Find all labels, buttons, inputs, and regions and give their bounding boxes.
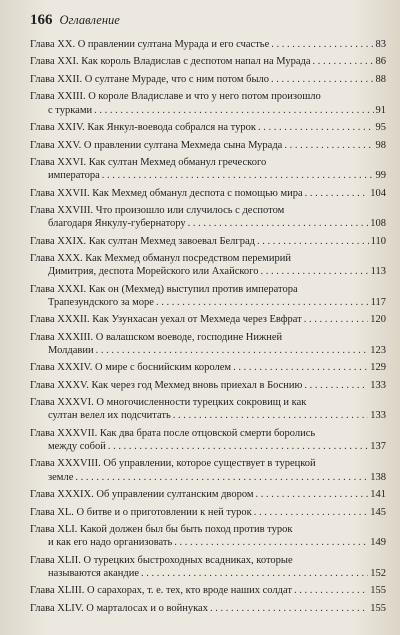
toc-entry bbox=[30, 90, 386, 116]
dot-leader bbox=[256, 488, 369, 501]
toc-entry bbox=[30, 139, 386, 152]
toc-entry bbox=[30, 73, 386, 86]
dot-leader bbox=[284, 139, 373, 152]
entry-page-number: 155 bbox=[370, 602, 386, 614]
dot-leader bbox=[156, 296, 369, 309]
entry-page-number: 152 bbox=[370, 567, 386, 579]
entry-page-number: 133 bbox=[370, 410, 386, 422]
toc-entry bbox=[30, 235, 386, 248]
toc-entry bbox=[30, 457, 386, 483]
entry-page-number: 117 bbox=[370, 296, 386, 308]
entry-title-continuation: Трапезундского за море bbox=[48, 296, 154, 308]
entry-title: Глава XXX. Как Мехмед обманул посредством перемирий bbox=[30, 253, 291, 265]
toc-entry bbox=[30, 584, 386, 597]
dot-leader bbox=[305, 187, 369, 200]
entry-title: Глава XXI. Как король Владислав с деспотом напал на Мурада bbox=[30, 56, 311, 68]
toc-entry bbox=[30, 55, 386, 68]
entry-title-continuation: султан велел их подсчитать bbox=[48, 410, 171, 422]
entry-page-number: 104 bbox=[370, 187, 386, 199]
toc-entry bbox=[30, 331, 386, 357]
dot-leader bbox=[254, 506, 369, 519]
entry-title: Глава XXXIV. О мире с боснийским королем bbox=[30, 362, 232, 374]
dot-leader bbox=[210, 602, 368, 615]
entry-page-number: 138 bbox=[370, 471, 386, 483]
dot-leader bbox=[258, 121, 374, 134]
entry-page-number: 91 bbox=[375, 104, 386, 116]
dot-leader bbox=[108, 440, 368, 453]
entry-title: Глава XX. О правлении султана Мурада и его счастье bbox=[30, 39, 270, 50]
dot-leader bbox=[188, 217, 369, 230]
entry-title-continuation: Димитрия, деспота Морейского или Ахайского bbox=[48, 266, 259, 278]
dot-leader bbox=[294, 584, 368, 597]
toc-entry bbox=[30, 396, 386, 422]
dot-leader bbox=[141, 567, 368, 580]
toc-entry bbox=[30, 313, 386, 326]
entry-page-number: 123 bbox=[370, 344, 386, 356]
entry-title: Глава XXXIX. Об управлении султанским двором bbox=[30, 489, 254, 501]
toc-entry bbox=[30, 252, 386, 278]
dot-leader bbox=[96, 344, 369, 357]
entry-title: Глава XLI. Какой должен был бы быть поход против турок bbox=[30, 524, 293, 536]
entry-page-number: 83 bbox=[375, 39, 386, 50]
entry-title: Глава XXXV. Как через год Мехмед вновь приехал в Боснию bbox=[30, 379, 303, 391]
toc-entry bbox=[30, 379, 386, 392]
entry-title-continuation: между собой bbox=[48, 440, 106, 452]
toc-entry bbox=[30, 427, 386, 453]
entry-title-continuation: благодаря Янкулу-губернатору bbox=[48, 218, 186, 230]
entry-page-number: 149 bbox=[370, 537, 386, 549]
entry-page-number: 129 bbox=[370, 362, 386, 374]
entry-title: Глава XXXVII. Как два брата после отцовской смерти боролись bbox=[30, 427, 316, 439]
entry-page-number: 110 bbox=[370, 235, 386, 247]
entry-title: Глава XXXVI. О многочисленности турецких сокровищ и как bbox=[30, 397, 307, 409]
entry-page-number: 99 bbox=[375, 170, 386, 182]
entry-page-number: 155 bbox=[370, 585, 386, 597]
dot-leader bbox=[304, 313, 368, 326]
entry-title-continuation: называются акандие bbox=[48, 567, 140, 579]
toc-entry bbox=[30, 523, 386, 549]
toc-entry bbox=[30, 121, 386, 134]
entry-title: Глава XXIV. Как Янкул-воевода собрался на турок bbox=[30, 122, 256, 134]
entry-title: Глава XXII. О султане Мураде, что с ним потом было bbox=[30, 73, 270, 85]
entry-title-continuation: с турками bbox=[48, 104, 93, 116]
dot-leader bbox=[173, 409, 369, 422]
entry-title: Глава XLIII. О сарахорах, т. е. тех, кто вроде наших солдат bbox=[30, 585, 292, 597]
page-number: 166 bbox=[30, 12, 53, 28]
dot-leader bbox=[257, 235, 369, 248]
entry-page-number: 88 bbox=[375, 73, 386, 85]
entry-title: Глава XXXI. Как он (Мехмед) выступил против императора bbox=[30, 283, 298, 295]
entry-title-continuation: императора bbox=[48, 170, 100, 182]
entry-title-continuation: и как его надо организовать bbox=[48, 537, 173, 549]
dot-leader bbox=[313, 55, 374, 68]
entry-title: Глава XXXVIII. Об управлении, которое существует в турецкой bbox=[30, 458, 316, 470]
entry-page-number: 120 bbox=[370, 314, 386, 326]
entry-title: Глава XXV. О правлении султана Мехмеда сына Мурада bbox=[30, 139, 283, 151]
entry-title: Глава XXVI. Как султан Мехмед обманул греческого bbox=[30, 157, 267, 168]
entry-title: Глава XXIII. О короле Владиславе и что у него потом произошло bbox=[30, 91, 321, 103]
dot-leader bbox=[174, 536, 368, 549]
toc-entry bbox=[30, 283, 386, 309]
table-of-contents bbox=[30, 38, 386, 615]
entry-title-continuation: Молдавии bbox=[48, 344, 94, 356]
toc-entry bbox=[30, 187, 386, 200]
entry-page-number: 133 bbox=[370, 379, 386, 391]
toc-entry bbox=[30, 602, 386, 615]
entry-page-number: 98 bbox=[375, 139, 386, 151]
dot-leader bbox=[271, 38, 373, 51]
dot-leader bbox=[260, 265, 368, 278]
entry-page-number: 145 bbox=[370, 506, 386, 518]
toc-entry bbox=[30, 506, 386, 519]
entry-page-number: 108 bbox=[370, 218, 386, 230]
dot-leader bbox=[102, 169, 374, 182]
entry-title: Глава XLII. О турецких быстроходных всадниках, которые bbox=[30, 554, 293, 566]
entry-title: Глава XXVIII. Что произошло или случилось с деспотом bbox=[30, 205, 285, 217]
toc-entry bbox=[30, 204, 386, 230]
toc-entry bbox=[30, 488, 386, 501]
entry-page-number: 113 bbox=[370, 266, 386, 278]
entry-page-number: 137 bbox=[370, 440, 386, 452]
dot-leader bbox=[304, 379, 368, 392]
dot-leader bbox=[75, 471, 368, 484]
section-title: Оглавление bbox=[59, 13, 120, 27]
toc-entry bbox=[30, 554, 386, 580]
entry-title: Глава XXXII. Как Узунхасан уехал от Мехмеда через Евфрат bbox=[30, 314, 302, 326]
page-header bbox=[30, 12, 386, 32]
dot-leader bbox=[233, 361, 368, 374]
entry-title-continuation: земле bbox=[48, 471, 74, 483]
toc-entry bbox=[30, 156, 386, 182]
entry-page-number: 86 bbox=[375, 56, 386, 68]
entry-title: Глава XXXIII. О валашском воеводе, господине Нижней bbox=[30, 331, 283, 343]
entry-title: Глава XXIX. Как султан Мехмед завоевал Белград bbox=[30, 235, 255, 247]
entry-title: Глава XLIV. О марталосах и о войнуках bbox=[30, 602, 208, 614]
toc-entry bbox=[30, 38, 386, 51]
entry-title: Глава XL. О битве и о приготовлении к ней турок bbox=[30, 506, 252, 518]
dot-leader bbox=[271, 73, 373, 86]
dot-leader bbox=[94, 104, 373, 117]
entry-title: Глава XXVII. Как Мехмед обманул деспота с помощью мира bbox=[30, 187, 303, 199]
toc-entry bbox=[30, 361, 386, 374]
entry-page-number: 141 bbox=[370, 489, 386, 501]
entry-page-number: 95 bbox=[375, 122, 386, 134]
